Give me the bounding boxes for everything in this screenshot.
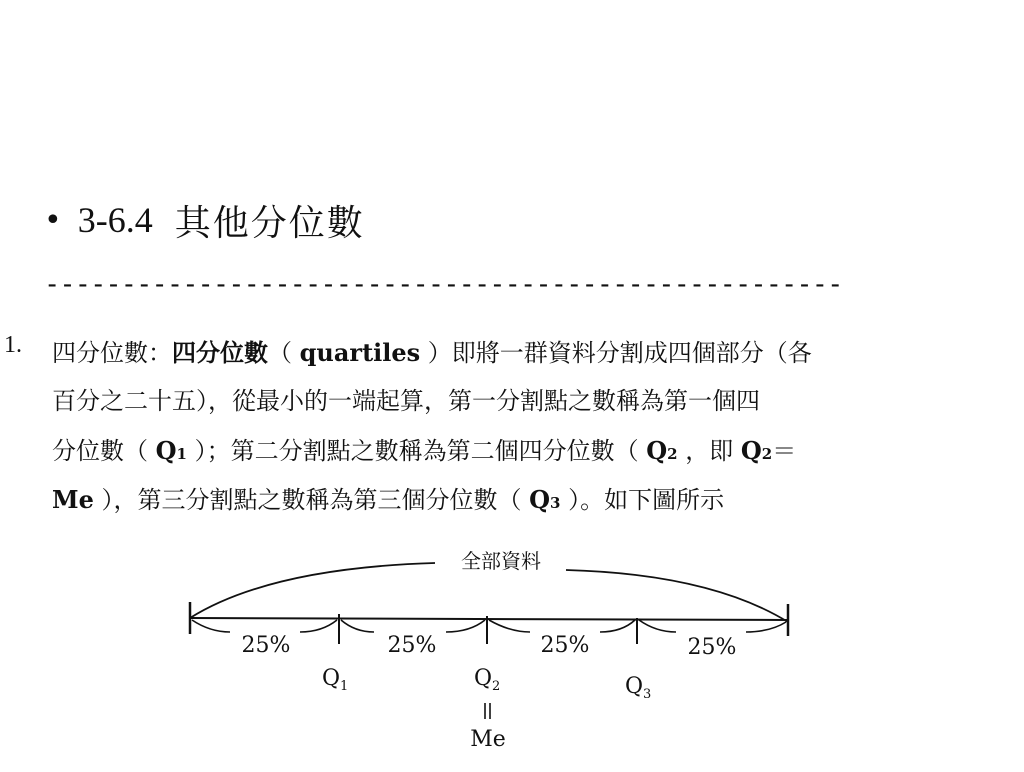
text-segment: （ (268, 339, 300, 367)
q1-label-sub: 1 (340, 679, 349, 694)
brace-seg2-right (446, 620, 485, 632)
q1-subscript: 1 (176, 445, 187, 463)
section-heading: 其他分位數 (174, 202, 365, 244)
brace-seg4-right (746, 622, 786, 632)
paragraph-line-3 (52, 426, 972, 475)
brace-seg3-right (600, 620, 635, 632)
q2-symbol: Q (740, 436, 762, 465)
dashed-separator: ---------------------------------------------------- (44, 270, 843, 300)
paragraph-body (52, 328, 972, 524)
q2-label (474, 666, 500, 694)
segment-label-2: 25% (387, 633, 437, 658)
quartile-diagram-svg (150, 540, 850, 768)
q2-subscript: 2 (761, 445, 773, 463)
paragraph-line-1 (52, 328, 972, 377)
latin-term: quartiles (299, 338, 421, 367)
text-segment: ）；第二分割點之數稱為第二個四分位數（ (186, 437, 647, 465)
segment-label-3: 25% (540, 633, 590, 658)
paragraph-line-2: 百分之二十五），從最小的一端起算，第一分割點之數稱為第一個四 (52, 387, 760, 415)
equals-sign: ＝ (772, 437, 797, 465)
top-arc-right (566, 570, 788, 622)
text-segment: 四分位數： (52, 339, 172, 367)
q3-symbol: Q (529, 485, 551, 514)
q3-label-sub: 3 (643, 687, 652, 702)
q2-label-sub: 2 (492, 679, 501, 694)
paragraph-number: 1. (4, 332, 22, 358)
q2-symbol: Q (646, 436, 668, 465)
q1-symbol: Q (155, 436, 177, 465)
brace-seg1-right (300, 620, 337, 632)
brace-seg4-left (639, 620, 676, 632)
q3-label (625, 674, 651, 702)
paragraph-line-4 (52, 475, 972, 524)
text-segment: 分位數（ (52, 437, 156, 465)
bold-term: 四分位數 (172, 339, 268, 367)
text-segment: ）。如下圖所示 (560, 486, 725, 514)
top-label: 全部資料 (461, 549, 541, 573)
section-number: 3-6.4 (77, 200, 153, 240)
q2-subscript: 2 (667, 445, 678, 463)
brace-seg1-left (192, 620, 230, 632)
text-segment: ）即將一群資料分割成四個部分（各 (420, 339, 812, 367)
segment-label-4: 25% (687, 635, 737, 660)
top-arc-left (190, 563, 435, 618)
bullet-icon: • (44, 202, 62, 238)
text-segment: ，即 (677, 437, 741, 465)
q3-label-base: Q (625, 674, 644, 699)
q3-subscript: 3 (550, 494, 561, 512)
median-symbol: Me (52, 485, 94, 514)
q1-label (322, 666, 348, 694)
q1-label-base: Q (322, 666, 341, 691)
q2-label-base: Q (474, 666, 493, 691)
segment-label-1: 25% (241, 633, 291, 658)
section-title (44, 196, 365, 244)
median-label: Me (470, 727, 506, 752)
quartile-diagram (150, 540, 850, 768)
text-segment: ），第三分割點之數稱為第三個分位數（ (93, 486, 530, 514)
brace-seg2-left (341, 620, 374, 632)
main-axis (190, 618, 788, 620)
brace-seg3-left (489, 620, 530, 632)
